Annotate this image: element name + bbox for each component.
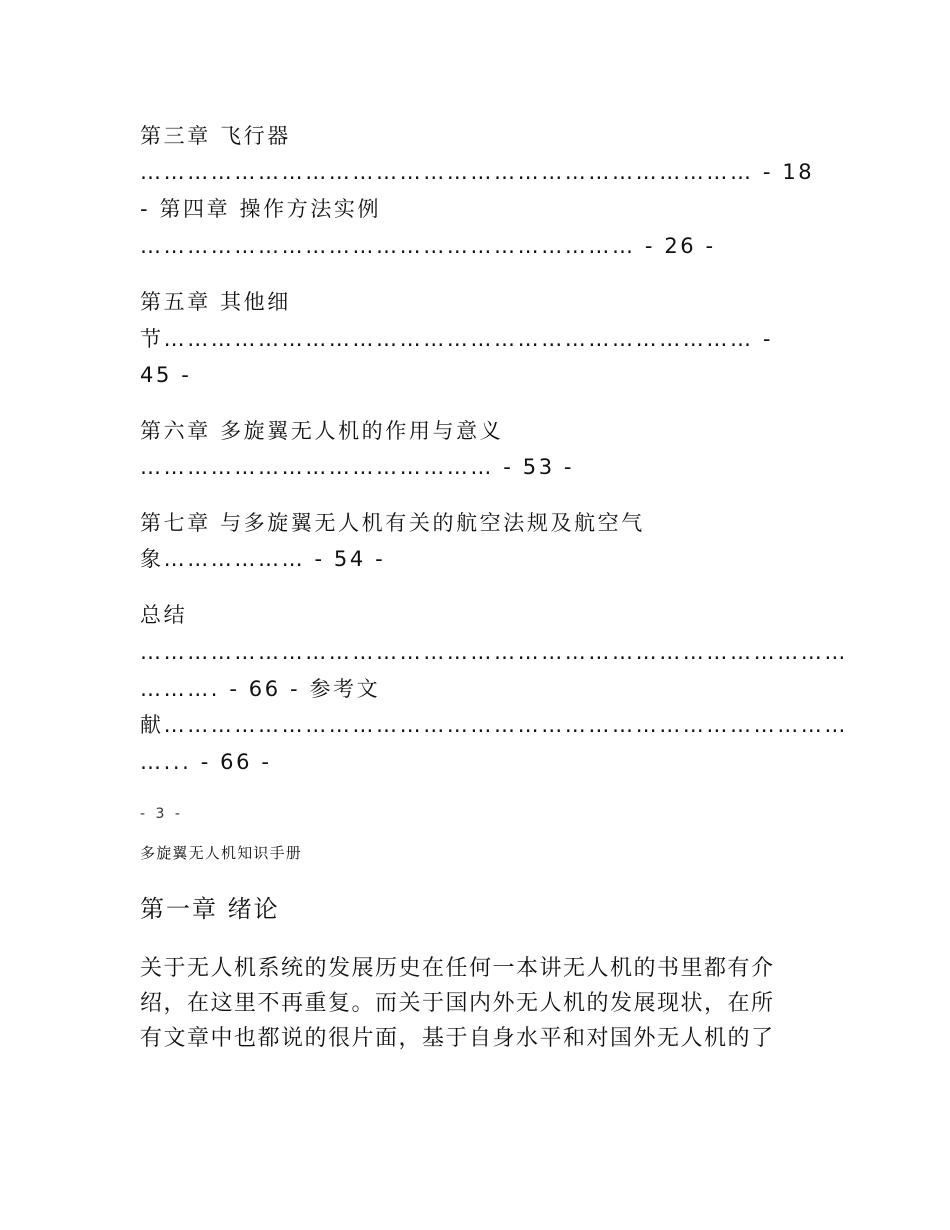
toc-line-chapter4-leader: ……………………………………………………… - 26 -	[140, 234, 716, 258]
toc-line-chapter6-title: 第六章 多旋翼无人机的作用与意义	[140, 419, 504, 443]
toc-line-chapter7-title: 第七章 与多旋翼无人机有关的航空法规及航空气	[140, 511, 645, 535]
page-number: - 3 -	[140, 806, 183, 822]
toc-line-chapter4-title: - 第四章 操作方法实例	[140, 197, 382, 221]
toc-line-chapter6-leader: ……………………………………… - 53 -	[140, 455, 575, 479]
toc-line-chapter7-leader: 象……………… - 54 -	[140, 547, 386, 571]
toc-line-chapter3-leader: …………………………………………………………………… - 18	[140, 160, 815, 184]
toc-line-references-leader: 献……………………………………………………………………………	[140, 713, 848, 737]
paragraph-line-3: 有文章中也都说的很片面，基于自身水平和对国外无人机的了	[140, 1026, 775, 1051]
toc-line-chapter5-page: 45 -	[140, 363, 192, 387]
toc-line-references-page: …... - 66 -	[140, 750, 272, 774]
toc-line-chapter5-leader: 节………………………………………………………………… -	[140, 327, 774, 351]
paragraph-line-1: 关于无人机系统的发展历史在任何一本讲无人机的书里都有介	[140, 956, 775, 981]
toc-line-summary-leader: ………………………………………………………………………………	[140, 640, 848, 664]
toc-line-chapter3-title: 第三章 飞行器	[140, 124, 291, 148]
running-header: 多旋翼无人机知识手册	[140, 844, 303, 862]
paragraph-line-2: 绍，在这里不再重复。而关于国内外无人机的发展现状，在所	[140, 991, 775, 1016]
chapter-title: 第一章 绪论	[140, 895, 280, 923]
toc-line-summary-title: 总结	[140, 603, 188, 627]
toc-line-summary-page-references-title: ………. - 66 - 参考文	[140, 677, 381, 701]
toc-line-chapter5-title: 第五章 其他细	[140, 290, 291, 314]
